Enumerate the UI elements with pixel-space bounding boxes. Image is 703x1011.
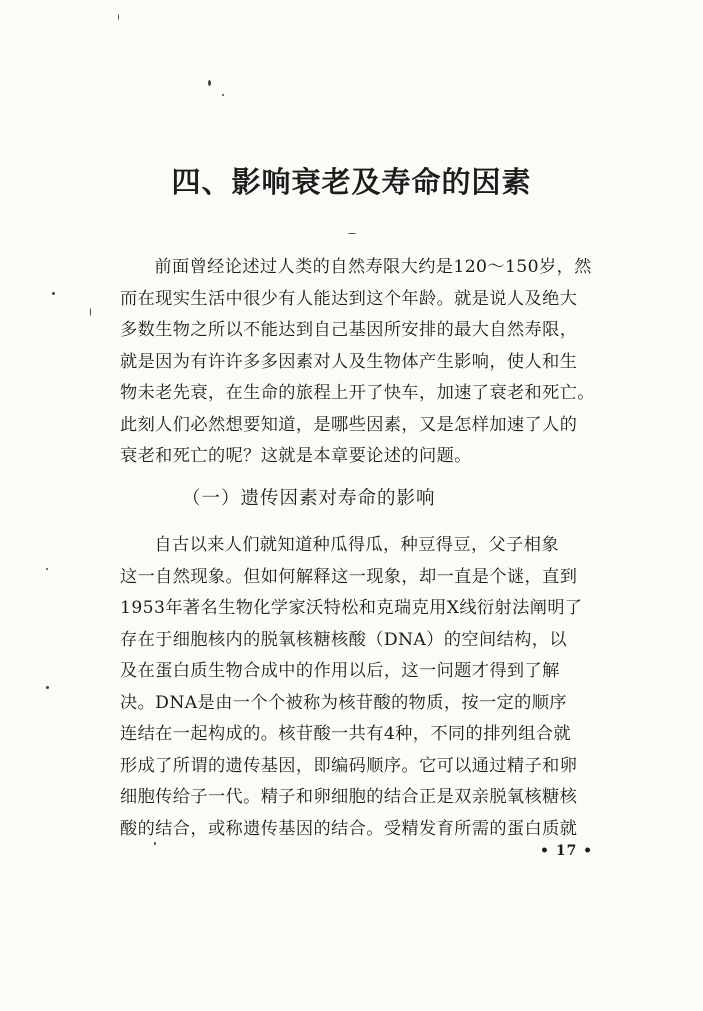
scan-speck bbox=[90, 308, 91, 316]
text-line: 酸的结合，或称遗传基因的结合。受精发育所需的蛋白质就 bbox=[120, 818, 578, 839]
genetic-factors-paragraph bbox=[120, 530, 612, 845]
page-number: • 17 • bbox=[540, 843, 594, 859]
scan-speck bbox=[154, 842, 156, 845]
text-line: 形成了所谓的遗传基因，即编码顺序。它可以通过精子和卵 bbox=[120, 755, 578, 776]
intro-paragraph bbox=[120, 252, 612, 473]
scan-speck bbox=[52, 292, 55, 295]
text-line: 决。DNA是由一个个被称为核苷酸的物质，按一定的顺序 bbox=[120, 692, 567, 713]
scan-speck bbox=[222, 94, 224, 96]
text-line: 前面曾经论述过人类的自然寿限大约是120～150岁，然 bbox=[154, 257, 592, 277]
section-heading: （一）遗传因素对寿命的影响 bbox=[182, 488, 436, 509]
text-line: 物未老先衰，在生命的旅程上开了快车，加速了衰老和死亡。 bbox=[120, 383, 595, 403]
text-line: 连结在一起构成的。核苷酸一共有4种，不同的排列组合就 bbox=[120, 724, 572, 744]
text-line: 多数生物之所以不能达到自己基因所安排的最大自然寿限， bbox=[120, 320, 578, 340]
text-line: 衰老和死亡的呢？这就是本章要论述的问题。 bbox=[120, 446, 472, 466]
text-line: 自古以来人们就知道种瓜得瓜，种豆得豆，父子相象 bbox=[154, 535, 559, 555]
scan-speck bbox=[118, 14, 119, 20]
scan-speck bbox=[46, 686, 49, 689]
text-line: 就是因为有许许多多因素对人及生物体产生影响，使人和生 bbox=[120, 351, 578, 372]
text-line: 而在现实生活中很少有人能达到这个年龄。就是说人及绝大 bbox=[120, 288, 578, 309]
text-line: 1953年著名生物化学家沃特松和克瑞克用X线衍射法阐明了 bbox=[120, 598, 583, 618]
text-line: 存在于细胞核内的脱氧核糖核酸（DNA）的空间结构，以 bbox=[120, 629, 567, 650]
text-line: 及在蛋白质生物合成中的作用以后，这一问题才得到了解 bbox=[120, 661, 560, 681]
scan-speck bbox=[208, 80, 211, 86]
text-line: 细胞传给子一代。精子和卵细胞的结合正是双亲脱氧核糖核 bbox=[120, 787, 578, 807]
text-line: 这一自然现象。但如何解释这一现象，却一直是个谜，直到 bbox=[120, 566, 578, 587]
scan-speck bbox=[46, 568, 48, 570]
scan-speck bbox=[348, 233, 356, 234]
chapter-title: 四、影响衰老及寿命的因素 bbox=[171, 165, 532, 199]
text-line: 此刻人们必然想要知道，是哪些因素，又是怎样加速了人的 bbox=[120, 414, 578, 435]
